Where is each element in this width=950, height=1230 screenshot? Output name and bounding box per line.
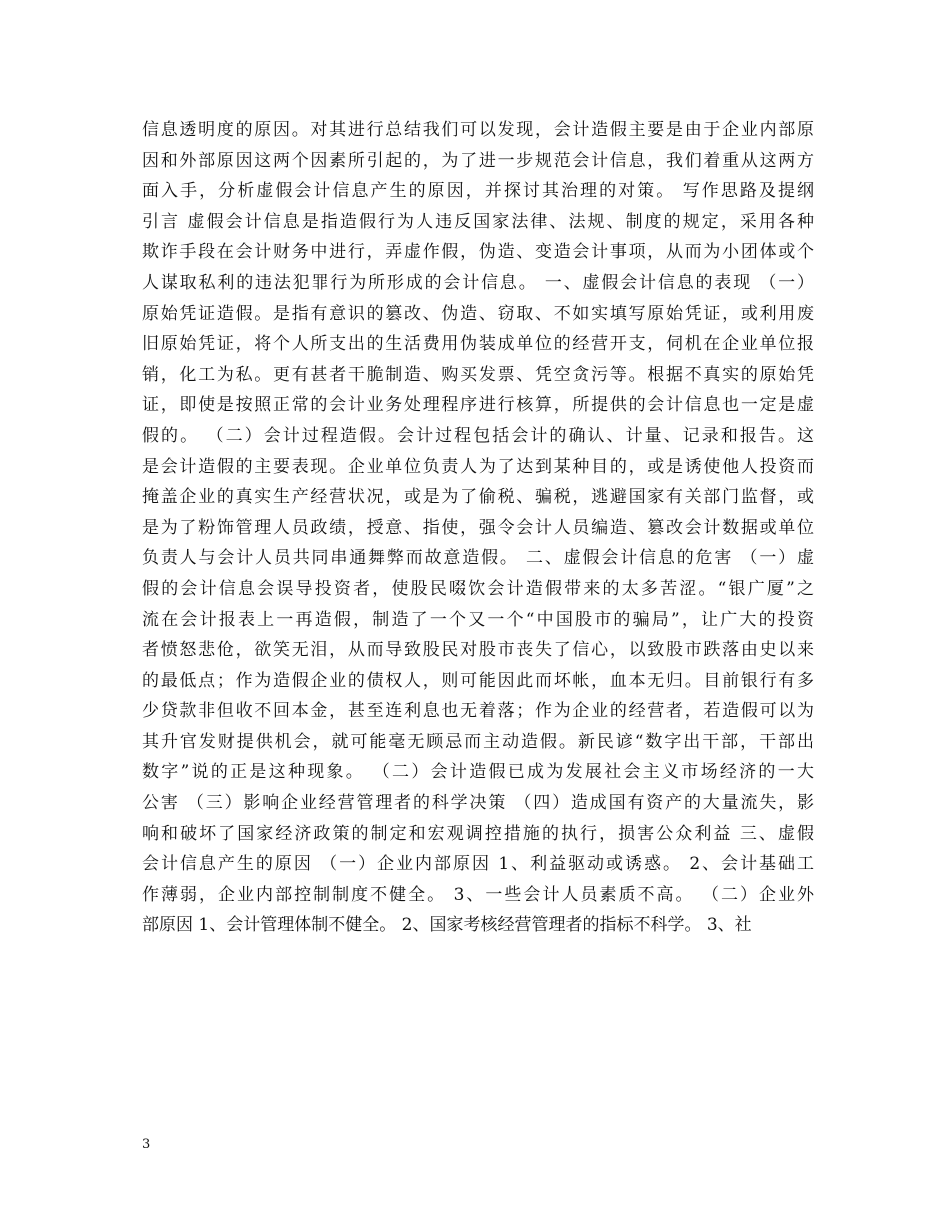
text-line: 旧原始凭证，将个人所支出的生活费用伪装成单位的经营开支，伺机在企业单位报 (142, 334, 814, 355)
text-line: 其升官发财提供机会，就可能毫无顾忌而主动造假。新民谚“数字出干部，干部出 (142, 731, 814, 752)
text-line: 少贷款非但收不回本金，甚至连利息也无着落；作为企业的经营者，若造假可以为 (142, 701, 814, 722)
text-line: 作薄弱，企业内部控制制度不健全。 3、一些会计人员素质不高。 （二）企业外 (142, 884, 814, 905)
text-line: 是会计造假的主要表现。企业单位负责人为了达到某种目的，或是诱使他人投资而 (142, 456, 814, 477)
text-line: 掩盖企业的真实生产经营状况，或是为了偷税、骗税，逃避国家有关部门监督，或 (142, 487, 814, 508)
text-line: 因和外部原因这两个因素所引起的，为了进一步规范会计信息，我们着重从这两方 (142, 150, 814, 171)
text-line: 的最低点；作为造假企业的债权人，则可能因此而坏帐，血本无归。目前银行有多 (142, 670, 814, 691)
text-line: 面入手，分析虚假会计信息产生的原因，并探讨其治理的对策。 写作思路及提纲 (142, 181, 814, 202)
text-line: 响和破坏了国家经济政策的制定和宏观调控措施的执行，损害公众利益 三、虚假 (142, 823, 814, 844)
text-line: 公害 （三）影响企业经营管理者的科学决策 （四）造成国有资产的大量流失，影 (142, 793, 814, 814)
text-line: 数字”说的正是这种现象。 （二）会计造假已成为发展社会主义市场经济的一大 (142, 762, 814, 783)
text-line: 是为了粉饰管理人员政绩，授意、指使，强令会计人员编造、篡改会计数据或单位 (142, 517, 814, 538)
body-text (142, 115, 814, 941)
text-line: 销，化工为私。更有甚者干脆制造、购买发票、凭空贪污等。根据不真实的原始凭 (142, 364, 814, 385)
text-line: 证，即使是按照正常的会计业务处理程序进行核算，所提供的会计信息也一定是虚 (142, 395, 814, 416)
text-line: 人谋取私利的违法犯罪行为所形成的会计信息。 一、虚假会计信息的表现 （一） (142, 272, 814, 293)
text-line: 假的会计信息会误导投资者，使股民啜饮会计造假带来的太多苦涩。“银广厦”之 (142, 578, 814, 599)
text-line: 流在会计报表上一再造假，制造了一个又一个“中国股市的骗局”，让广大的投资 (142, 609, 814, 630)
text-line: 会计信息产生的原因 （一）企业内部原因 1、利益驱动或诱惑。 2、会计基础工 (142, 854, 814, 875)
text-line: 信息透明度的原因。对其进行总结我们可以发现，会计造假主要是由于企业内部原 (142, 120, 814, 140)
text-line: 负责人与会计人员共同串通舞弊而故意造假。 二、虚假会计信息的危害 （一）虚 (142, 548, 814, 569)
text-line: 原始凭证造假。是指有意识的篡改、伪造、窃取、不如实填写原始凭证，或利用废 (142, 303, 814, 324)
page-number: 3 (142, 1137, 151, 1152)
text-line: 者愤怒悲伧，欲笑无泪，从而导致股民对股市丧失了信心，以致股市跌落由史以来 (142, 640, 814, 661)
text-line: 部原因 1、会计管理体制不健全。 2、国家考核经营管理者的指标不科学。 3、社 (142, 915, 752, 936)
text-line: 引言 虚假会计信息是指造假行为人违反国家法律、法规、制度的规定，采用各种 (142, 211, 814, 232)
text-line: 假的。 （二）会计过程造假。会计过程包括会计的确认、计量、记录和报告。这 (142, 425, 814, 446)
text-line: 欺诈手段在会计财务中进行，弄虚作假，伪造、变造会计事项，从而为小团体或个 (142, 242, 814, 263)
